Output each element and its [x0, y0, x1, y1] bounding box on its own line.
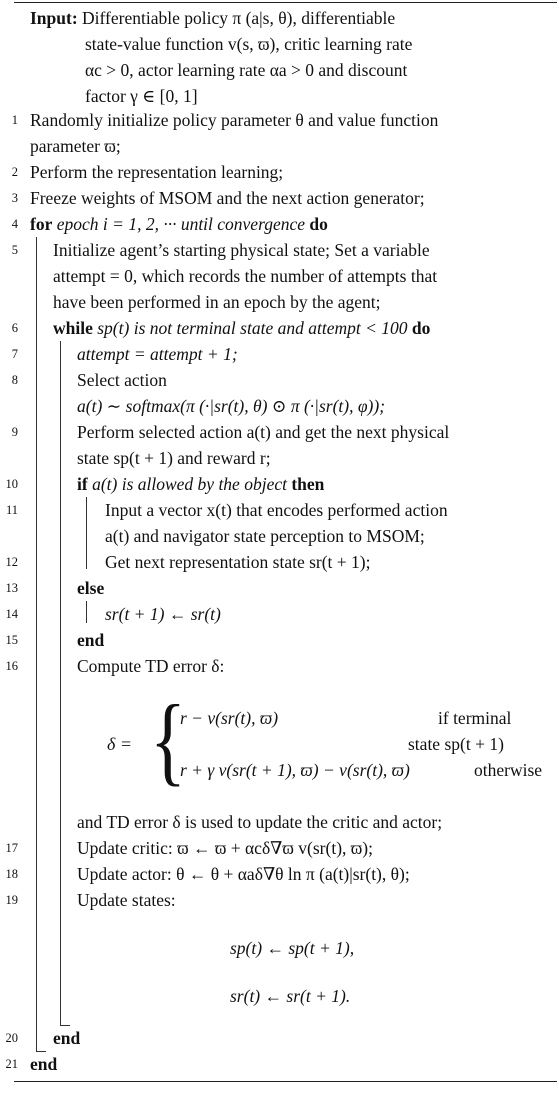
top-rule	[14, 2, 557, 3]
line-number: 8	[11, 373, 18, 387]
for-end-keyword: end	[30, 1054, 58, 1074]
td-lhs: δ =	[107, 734, 133, 754]
line-number: 15	[5, 633, 18, 647]
for-block-bar	[36, 237, 37, 1052]
line-number: 10	[5, 477, 18, 491]
line-number: 17	[5, 841, 18, 855]
step-12: Get next representation state sr(t + 1);	[105, 552, 371, 572]
step-11-line-2: a(t) and navigator state perception to MSOM;	[105, 526, 425, 546]
step-16: Compute TD error δ:	[77, 656, 225, 676]
line-number: 18	[5, 867, 18, 881]
step-19: Update states:	[77, 890, 176, 910]
line-number: 21	[5, 1057, 18, 1071]
update-eq-1: sp(t) ← sp(t + 1),	[230, 938, 355, 958]
if-header: if a(t) is allowed by the object then	[77, 474, 325, 494]
step-5-line-2: attempt = 0, which records the number of attempts that	[53, 266, 438, 286]
while-header: while sp(t) is not terminal state and attempt < 100 do	[53, 318, 431, 338]
step-5-line-1: Initialize agent’s starting physical state; Set a variable	[53, 240, 430, 260]
line-number: 9	[11, 425, 18, 439]
while-block-tick	[60, 1025, 70, 1026]
td-cond-2: otherwise	[474, 760, 543, 780]
line-number: 19	[5, 893, 18, 907]
line-number: 20	[5, 1031, 18, 1045]
line-number: 5	[11, 243, 18, 257]
step-5-line-3: have been performed in an epoch by the agent;	[53, 292, 381, 312]
line-number: 1	[11, 113, 18, 127]
step-9-line-2: state sp(t + 1) and reward r;	[77, 448, 271, 468]
input-line-1: Input: Differentiable policy π (a|s, θ), differentiable	[30, 8, 396, 28]
input-label: Input:	[30, 8, 78, 28]
cases-brace: {	[150, 684, 186, 795]
update-eq-2: sr(t) ← sr(t + 1).	[230, 986, 351, 1006]
step-1-line-1: Randomly initialize policy parameter θ and value function	[30, 110, 439, 130]
step-9-line-1: Perform selected action a(t) and get the next physical	[77, 422, 450, 442]
line-number: 7	[11, 347, 18, 361]
td-case-2: r + γ v(sr(t + 1), ϖ) − v(sr(t), ϖ)	[180, 760, 410, 780]
step-18: Update actor: θ ← θ + αaδ∇θ ln π (a(t)|sr(t), θ);	[77, 864, 410, 884]
else-block-bar	[86, 601, 87, 623]
line-number: 11	[5, 503, 18, 517]
step-8-line-2: a(t) ∼ softmax(π (·|sr(t), θ) ⊙ π (·|sr(t), φ));	[77, 396, 386, 416]
input-line-4: factor γ ∈ [0, 1]	[85, 86, 198, 106]
for-block-tick	[36, 1051, 46, 1052]
line-number: 16	[5, 659, 18, 673]
line-number: 4	[11, 217, 18, 231]
line-number: 3	[11, 191, 18, 205]
input-line-3: αc > 0, actor learning rate αa > 0 and discount	[85, 60, 408, 80]
if-end-keyword: end	[77, 630, 105, 650]
td-cond-1a: if terminal	[438, 708, 512, 728]
step-1-line-2: parameter ϖ;	[30, 136, 121, 156]
bottom-rule	[14, 1081, 557, 1082]
line-number: 2	[11, 165, 18, 179]
input-line-2: state-value function v(s, ϖ), critic learning rate	[85, 34, 413, 54]
line-number: 12	[5, 555, 18, 569]
while-block-bar	[60, 341, 61, 1026]
line-number: 6	[11, 321, 18, 335]
td-after-text: and TD error δ is used to update the critic and actor;	[77, 812, 443, 832]
line-number: 13	[5, 581, 18, 595]
step-11-line-1: Input a vector x(t) that encodes performed action	[105, 500, 448, 520]
for-header: for epoch i = 1, 2, ··· until convergence do	[30, 214, 328, 234]
if-block-bar	[86, 497, 87, 569]
step-8-line-1: Select action	[77, 370, 167, 390]
td-cond-1b: state sp(t + 1)	[408, 734, 504, 754]
step-2: Perform the representation learning;	[30, 162, 284, 182]
while-end-keyword: end	[53, 1028, 81, 1048]
step-3: Freeze weights of MSOM and the next action generator;	[30, 188, 425, 208]
td-case-1: r − v(sr(t), ϖ)	[180, 708, 279, 728]
line-number: 14	[5, 607, 18, 621]
step-14: sr(t + 1) ← sr(t)	[105, 604, 221, 624]
else-keyword: else	[77, 578, 105, 598]
step-17: Update critic: ϖ ← ϖ + αcδ∇ϖ v(sr(t), ϖ);	[77, 838, 373, 858]
step-7: attempt = attempt + 1;	[77, 344, 238, 364]
